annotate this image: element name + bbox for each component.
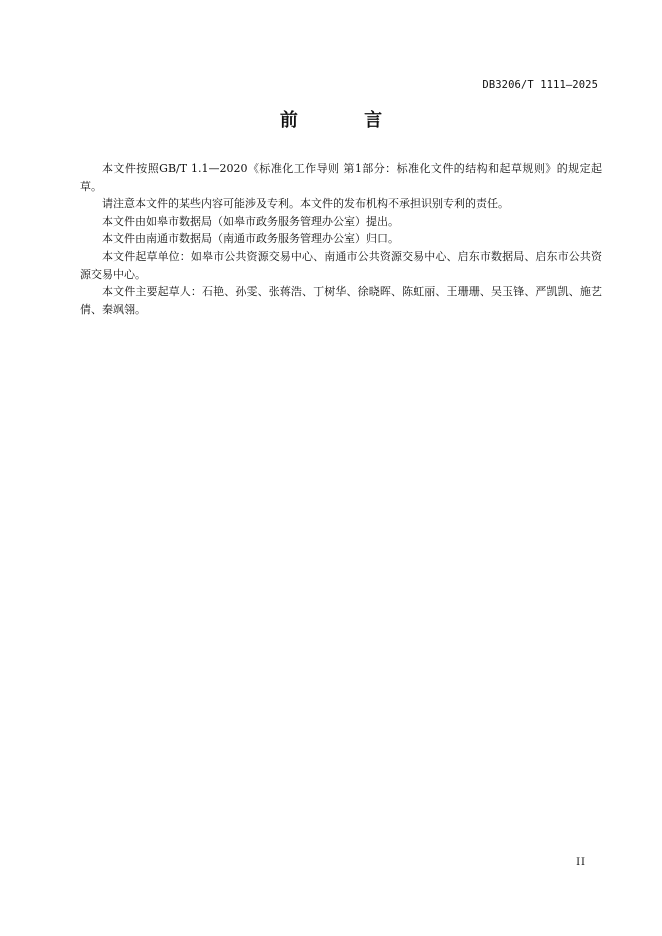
page-title: 前 言 [279, 110, 413, 131]
paragraph-drafting-basis: 本文件按照GB/T 1.1—2020《标准化工作导则 第1部分：标准化文件的结构和起草规则》的规定起草。 [80, 162, 602, 193]
paragraph-proposer: 本文件由如皋市数据局（如皋市政务服务管理办公室）提出。 [102, 214, 399, 228]
paragraph-main-drafters: 本文件主要起草人：石艳、孙雯、张蒋浩、丁树华、徐晓晖、陈虹丽、王珊珊、吴玉锋、严凯凯、施艺倩、秦飒翎。 [80, 285, 602, 316]
paragraph-patent-notice: 请注意本文件的某些内容可能涉及专利。本文件的发布机构不承担识别专利的责任。 [102, 197, 509, 211]
page-number: II [576, 857, 586, 868]
paragraph-centralized-by: 本文件由南通市数据局（南通市政务服务管理办公室）归口。 [102, 232, 399, 246]
paragraph-drafting-units: 本文件起草单位：如皋市公共资源交易中心、南通市公共资源交易中心、启东市数据局、启东市公共资源交易中心。 [80, 249, 602, 281]
document-code: DB3206/T 1111—2025 [482, 79, 598, 91]
foreword-body [80, 160, 602, 318]
